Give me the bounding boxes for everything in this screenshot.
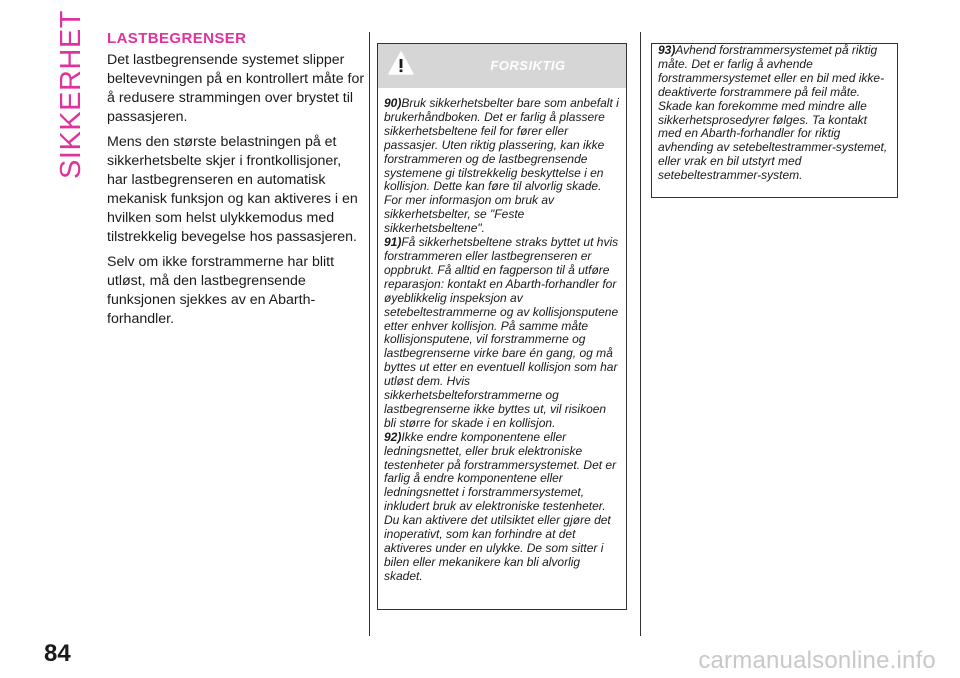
warning-note (658, 44, 891, 183)
warning-heading: FORSIKTIG (490, 58, 566, 73)
note-number: 91) (384, 235, 402, 250)
page-number: 84 (44, 640, 71, 667)
column-divider (369, 32, 370, 636)
continued-warning-box (651, 43, 898, 198)
section-title: LASTBEGRENSER (107, 30, 247, 47)
warning-triangle-icon (388, 51, 414, 75)
warning-box (377, 43, 627, 610)
column-divider (640, 32, 641, 636)
warning-header (378, 44, 626, 88)
body-paragraph: Selv om ikke forstrammerne har blitt utløst, må den lastbegrensende funksjonen sjekkes av en Abarth-forhandler. (107, 254, 335, 327)
note-text: Ikke endre komponentene eller ledningsnettet, eller bruk elektroniske testenheter på forstrammersystemet. Det er farlig å endre komponentene eller ledningsnettet i forstrammersystemet, inkludert bruk av elektroniske testenheter. Du kan aktivere det utilsiktet eller gjøre det inoperativt, som kan forhindre at det aktiveres under en ulykke. De som sitter i bilen eller mekanikere kan bli alvorlig skadet. (384, 429, 617, 583)
body-paragraph: Mens den største belastningen på et sikkerhetsbelte skjer i frontkollisjoner, har lastbegrenseren en automatisk mekanisk funksjon og kan aktiveres i en hvilken som helst ulykkemodus med tilstrekkelig bevegelse hos passasjeren. (107, 134, 358, 245)
main-column (107, 30, 365, 335)
note-number: 93) (658, 43, 676, 57)
section-side-tab (52, 9, 90, 179)
warning-note (384, 431, 620, 584)
warning-body (378, 88, 626, 584)
note-text: Bruk sikkerhetsbelter bare som anbefalt i brukerhåndboken. Det er farlig å plassere sikkerhetsbeltene feil for fører eller passasjer. Uten riktig plassering, kan ikke forstrammeren og de lastbegrensende systemene gi tilstrekkelig beskyttelse i en kollisjon. Dette kan føre til alvorlig skade. For mer informasjon om bruk av sikkerhetsbelter, se "Feste sikkerhetsbeltene". (384, 96, 619, 236)
note-number: 92) (384, 429, 402, 444)
body-paragraph: Det lastbegrensende systemet slipper beltevevningen på en kontrollert måte for å redusere strammingen over brystet til passasjeren. (107, 52, 365, 125)
side-tab-label: SIKKERHET (54, 9, 87, 179)
warning-note (384, 236, 620, 431)
warning-note (384, 97, 620, 236)
note-text: Avhend forstrammersystemet på riktig måte. Det er farlig å avhende forstrammersystemet eller en bil med ikke-deaktiverte forstrammere på feil måte. Skade kan forekomme med mindre alle sikkerhetsprosedyrer følges. Ta kontakt med en Abarth-forhandler for riktig avhending av setebeltestrammer-systemet, eller vrak en bil utstyrt med setebeltestrammer-system. (658, 43, 888, 183)
note-number: 90) (384, 96, 402, 110)
watermark: carmanualsonline.info (698, 647, 936, 674)
note-text: Få sikkerhetsbeltene straks byttet ut hvis forstrammeren eller lastbegrenseren er oppbrukt. Få alltid en fagperson til å utføre reparasjon: kontakt en Abarth-forhandler for øyeblikkelig inspeksjon av setebeltestrammerne og av kollisjonsputene etter enhver kollisjon. På samme måte kollisjonsputene, vil forstrammerne og lastbegrenserne virke bare én gang, og må byttes ut etter en eventuell kollisjon som har utløst dem. Hvis sikkerhetsbelteforstrammerne og lastbegrenserne ikke byttes ut, vil risikoen bli større for skade i en kollisjon. (384, 235, 619, 430)
